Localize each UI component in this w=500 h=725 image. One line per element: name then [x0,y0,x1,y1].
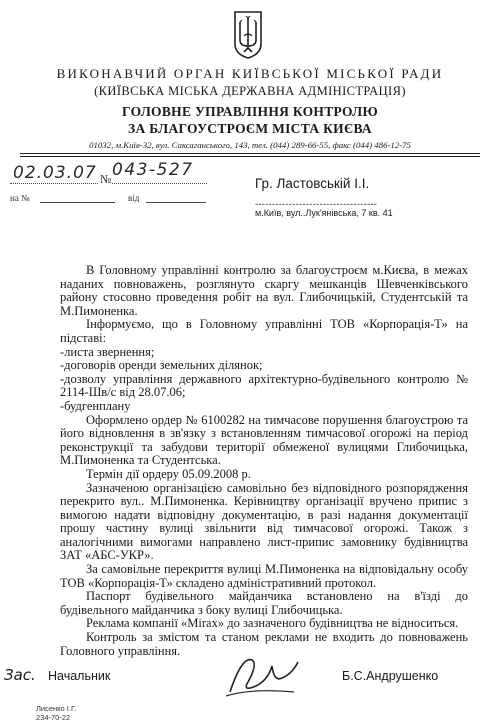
paragraph: Реклама компанії «Mirax» до зазначеного будівництва не відноситься. [86,616,459,631]
header-rule-bottom [20,156,480,157]
date-underline [10,183,98,184]
recipient-address: м.Київ, вул..Лук'янівська, 7 кв. 41 [255,208,393,218]
department-name-line2: ЗА БЛАГОУСТРОЄМ МІСТА КИЄВА [128,121,372,136]
header-rule-top [20,153,480,154]
recipient-name: Гр. Ластовській І.І. [255,176,370,191]
paragraph: В Головному управлінні контролю за благоустроєм м.Києва, в межах наданих повноважень, розглянуто скаргу мешканців Шевченківського району стосовно проведення робіт на вул. Глибочицькій, Студентській та М.Пимоненка. [60,263,468,318]
signatory-name: Б.С.Андрушенко [342,669,439,683]
handwritten-signature-icon [222,652,300,700]
paragraph: Контроль за змістом та станом реклами не входить до повноважень Головного управління. [60,630,468,658]
number-underline [112,183,207,184]
paragraph: Паспорт будівельного майданчика встановлено на в'їзді до будівельного майданчика з боку вулиці Глибочицька. [60,589,468,617]
reference-date-label: від [128,193,140,203]
paragraph: За самовільне перекриття вулиці М.Пимоненка на відповідальну особу ТОВ «Корпорація-Т» складено адміністративний протокол. [60,562,468,590]
list-item: -договорів оренди земельних ділянок; [60,358,263,373]
reference-number-line [40,202,115,203]
department-name-line1: ГОЛОВНЕ УПРАВЛІННЯ КОНТРОЛЮ [122,104,378,119]
executor-phone: 234-70-22 [36,713,71,722]
outgoing-date: 02.03.07 [13,163,97,183]
recipient-dashes: ------------------------------------ [255,199,378,209]
org-subname-line: (КИЇВСЬКА МІСЬКА ДЕРЖАВНА АДМІНІСТРАЦІЯ) [94,84,406,98]
trident-emblem-icon [233,10,263,60]
paragraph: Оформлено ордер № 6100282 на тимчасове порушення благоустрою та його відновлення в зв'язку з встановленням тимчасової огорожі на період реконструкції та забудови території обмеженої вулицями Глибочицька, М.Пимоненка та Студентська. [60,412,468,468]
reference-number-label: на № [10,193,30,203]
outgoing-number-sign: № [100,172,112,186]
org-address: 01032, м.Київ-32, вул. Саксаганського, 143, тел. (044) 289-66-55, факс (044) 486-12-75 [89,140,411,150]
executor-name: Лисенко І.Г. [36,704,77,713]
signatory-title: Начальник [48,669,111,683]
paragraph: Термін дії ордеру 05.09.2008 р. [86,466,251,481]
reference-date-line [146,202,206,203]
list-item: -дозволу управління державного архітектурно-будівельного контролю № 2114-Шв/с від 28.07.06; [60,371,468,400]
list-item: -будгенплану [60,398,131,413]
outgoing-number: 043-527 [112,160,194,180]
org-name-line: ВИКОНАВЧИЙ ОРГАН КИЇВСЬКОЇ МІСЬКОЇ РАДИ [56,66,444,81]
signature-deputy-mark: Зас. [4,666,36,684]
letter-body [60,264,468,658]
paragraph: Зазначеною організацією самовільно без відповідного розпорядження перекрито вул.. М.Пимоненка. Керівництву організації вручено припис з вимогою надати відповідну документацію, в разі надання документації прошу частину вулиці звільнити від тимчасової огорожі. Також з аналогічними вимогами направлено лист-припис замовнику будівництва ЗАТ «АБС-УКР». [60,480,468,563]
list-item: -листа звернення; [60,344,155,359]
paragraph: Інформуємо, що в Головному управлінні ТОВ «Корпорація-Т» на підставі: [60,317,468,345]
